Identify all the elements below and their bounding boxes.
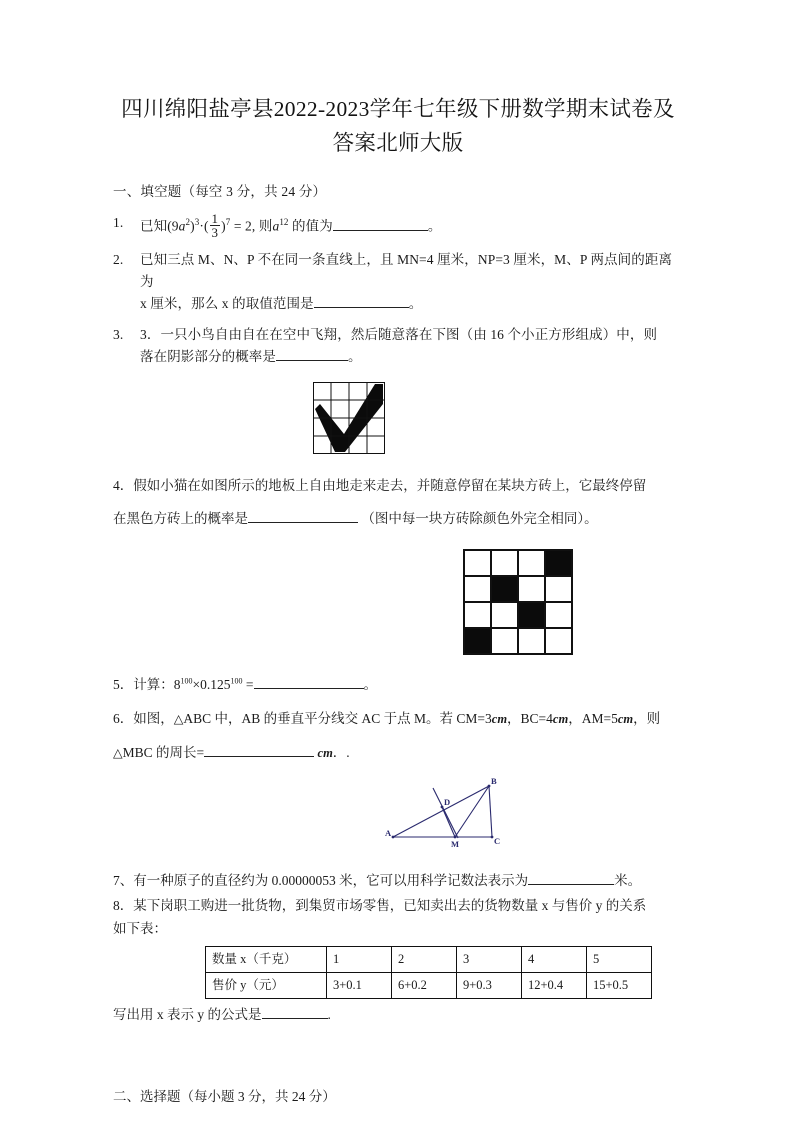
vertex-b-dot: [488, 784, 491, 787]
tile-r4c1: [464, 628, 491, 654]
triangle-labels: [385, 776, 500, 849]
question-1-var-a2-exponent: 12: [279, 217, 289, 227]
vertex-a-dot: [392, 835, 395, 838]
question-8: [113, 894, 683, 940]
label-c: C: [494, 835, 501, 846]
question-6-answer-blank[interactable]: [204, 756, 314, 757]
tile-r2c4: [545, 576, 572, 602]
figure-tile-grid-container: [113, 549, 683, 655]
question-8-line-2: 如下表：: [113, 920, 167, 936]
tile-r3c1: [464, 602, 491, 628]
cell-price-1: 3+0.1: [327, 972, 392, 998]
question-3-line-2-before: 落在阴影部分的概率是: [140, 348, 276, 364]
check-grid-svg: [313, 382, 385, 454]
question-1-equals: = 2, 则: [233, 218, 273, 234]
question-6-unit-4: cm: [317, 745, 333, 760]
cell-quantity-4: 4: [522, 946, 587, 972]
question-8-line-1: 8．某下岗职工购进一批货物，到集贸市场零售，已知卖出去的货物数量 x 与售价 y 的关系: [113, 897, 647, 913]
label-d: D: [444, 796, 451, 807]
question-1-var-a-exponent: 2: [185, 217, 191, 227]
tile-r2c2: [491, 576, 518, 602]
tile-r1c4: [545, 550, 572, 576]
question-1-expr-open: (9: [167, 218, 179, 234]
tile-r1c2: [491, 550, 518, 576]
question-2-line-1: 已知三点 M、N、P 不在同一条直线上，且 MN=4 厘米，NP=3 厘米，M、P 两点间的距离为: [140, 251, 673, 289]
page-content: [113, 92, 683, 1108]
question-2: [113, 249, 683, 315]
question-6-line-1-d: ，AM=5: [568, 710, 618, 726]
triangle-symbol-1-icon: △: [173, 711, 184, 726]
question-1-power-7: 7: [225, 217, 231, 227]
question-2-line-2-before: x 厘米，那么 x 的取值范围是: [140, 295, 314, 311]
question-6-line-1-c: ，BC=4: [507, 710, 553, 726]
question-5-label: 5．计算：: [113, 676, 174, 692]
question-5-base-2: 0.125: [200, 676, 231, 692]
page-title-line-1: 四川绵阳盐亭县2022-2023学年七年级下册数学期末试卷及: [121, 97, 675, 121]
segment-perpendicular-bisector: [433, 788, 458, 838]
section-heading-fill-in-blank: 一、填空题（每空 3 分，共 24 分）: [113, 184, 327, 199]
tile-r4c4: [545, 628, 572, 654]
vertex-c-dot: [491, 835, 494, 838]
vertex-d-dot: [441, 805, 444, 808]
question-1-answer-blank[interactable]: [333, 230, 428, 231]
question-7-text-after: 米。: [614, 872, 642, 888]
tile-r3c2: [491, 602, 518, 628]
question-2-body: [140, 249, 683, 315]
segment-bm: [455, 786, 489, 837]
question-3-number: 3.: [113, 326, 124, 342]
question-4-line-2-before: 在黑色方砖上的概率是: [113, 510, 248, 526]
label-a: A: [385, 827, 392, 838]
question-6-unit-2: cm: [552, 711, 569, 726]
question-8-table-container: [113, 946, 683, 999]
figure-tile-grid: [463, 549, 573, 655]
cell-quantity-5: 5: [587, 946, 652, 972]
question-6-unit-3: cm: [617, 711, 634, 726]
cell-price-3: 9+0.3: [457, 972, 522, 998]
segment-bc: [489, 786, 492, 837]
question-1-var-a2: a: [272, 218, 280, 234]
cell-price-5: 15+0.5: [587, 972, 652, 998]
question-3-answer-blank[interactable]: [276, 360, 348, 361]
question-1-paren2: ): [221, 218, 226, 234]
question-3: [113, 324, 683, 368]
question-2-number: 2.: [113, 251, 124, 267]
question-6-line-2-tail: ．.: [332, 744, 350, 760]
question-1-close-paren: ): [190, 218, 195, 234]
question-1: [113, 212, 683, 240]
segment-ab: [393, 786, 489, 837]
cell-price-2: 6+0.2: [392, 972, 457, 998]
question-1-cube-exponent: 3: [194, 217, 200, 227]
tile-r2c3: [518, 576, 545, 602]
question-8-answer-blank[interactable]: [262, 1018, 328, 1019]
question-1-fraction-numerator: 1: [211, 211, 219, 226]
vertex-m-dot: [454, 835, 457, 838]
cell-price-4: 12+0.4: [522, 972, 587, 998]
table-row-price: [206, 972, 652, 998]
section-heading-multiple-choice: 二、选择题（每小题 3 分，共 24 分）: [113, 1088, 336, 1104]
question-5-exponent-2: 100: [230, 676, 243, 685]
question-6-unit-1: cm: [491, 711, 508, 726]
question-2-answer-blank[interactable]: [314, 307, 409, 308]
question-6: [113, 702, 683, 770]
question-5-times: ×: [192, 676, 201, 692]
question-6-line-2-b: MBC 的周长=: [122, 744, 205, 760]
question-8-closing-tail: .: [327, 1006, 331, 1022]
question-1-var-a: a: [178, 218, 186, 234]
question-8-closing-before: 写出用 x 表示 y 的公式是: [113, 1006, 262, 1022]
tile-r2c1: [464, 576, 491, 602]
question-4-answer-blank[interactable]: [248, 522, 358, 523]
question-3-tail: 。: [348, 348, 362, 364]
tile-r4c2: [491, 628, 518, 654]
question-1-fraction-denominator: 3: [211, 225, 219, 241]
cell-quantity-3: 3: [457, 946, 522, 972]
question-5-exponent-1: 100: [180, 676, 193, 685]
question-1-dot-open: ·(: [199, 218, 209, 234]
tile-r4c3: [518, 628, 545, 654]
question-8-closing: [113, 1003, 683, 1026]
table-header-quantity: 数量 x（千克）: [206, 946, 327, 972]
segment-dm: [442, 807, 455, 837]
question-4: [113, 469, 683, 535]
tile-r1c1: [464, 550, 491, 576]
page-title-line-2: 答案北师大版: [332, 131, 464, 155]
figure-triangle-abc: [385, 774, 505, 852]
question-1-fraction: [210, 212, 221, 240]
question-7: [113, 869, 683, 892]
triangle-symbol-2-icon: △: [113, 745, 123, 760]
label-m: M: [451, 838, 460, 849]
question-4-line-2-after: （图中每一块方砖除颜色外完全相同）。: [361, 510, 598, 526]
question-5-equals: =: [245, 676, 254, 692]
question-1-number: 1.: [113, 215, 124, 230]
question-1-text-before: 已知: [140, 218, 168, 234]
triangle-vertices: [392, 784, 494, 838]
table-row-quantity: [206, 946, 652, 972]
page-title: [113, 92, 683, 160]
question-2-tail: 。: [408, 295, 423, 311]
question-6-line-1-a: 6．如图，: [113, 710, 174, 726]
triangle-lines: [393, 786, 492, 838]
question-4-line-1: 4．假如小猫在如图所示的地板上自由地走来走去，并随意停留在某块方砖上，它最终停留: [113, 477, 647, 493]
figure-check-grid: [313, 382, 385, 454]
question-5: [113, 673, 683, 696]
figure-triangle-container: [113, 774, 683, 857]
question-7-text-before: 7、有一种原子的直径约为 0.00000053 米，它可以用科学记数法表示为: [113, 872, 529, 888]
question-5-answer-blank[interactable]: [254, 688, 364, 689]
question-1-tail: 。: [427, 218, 442, 234]
cell-quantity-2: 2: [392, 946, 457, 972]
question-1-body: [140, 212, 683, 240]
question-3-line-1: 3．一只小鸟自由自在在空中飞翔，然后随意落在下图（由 16 个小正方形组成）中，则: [140, 326, 658, 342]
tile-r3c4: [545, 602, 572, 628]
question-3-body: [140, 324, 683, 368]
question-7-answer-blank[interactable]: [528, 884, 614, 885]
question-5-tail: 。: [363, 676, 377, 692]
cell-quantity-1: 1: [327, 946, 392, 972]
figure-check-grid-container: [113, 382, 683, 459]
question-6-line-1-b: ABC 中，AB 的垂直平分线交 AC 于点 M。若 CM=3: [183, 710, 492, 726]
tile-r3c3: [518, 602, 545, 628]
label-b: B: [491, 775, 497, 786]
tile-r1c3: [518, 550, 545, 576]
question-6-line-1-e: ，则: [633, 710, 661, 726]
question-5-base-1: 8: [173, 676, 181, 692]
question-1-text-after: 的值为: [292, 218, 333, 234]
table-header-price: 售价 y（元）: [206, 972, 327, 998]
question-8-data-table: [205, 946, 652, 999]
